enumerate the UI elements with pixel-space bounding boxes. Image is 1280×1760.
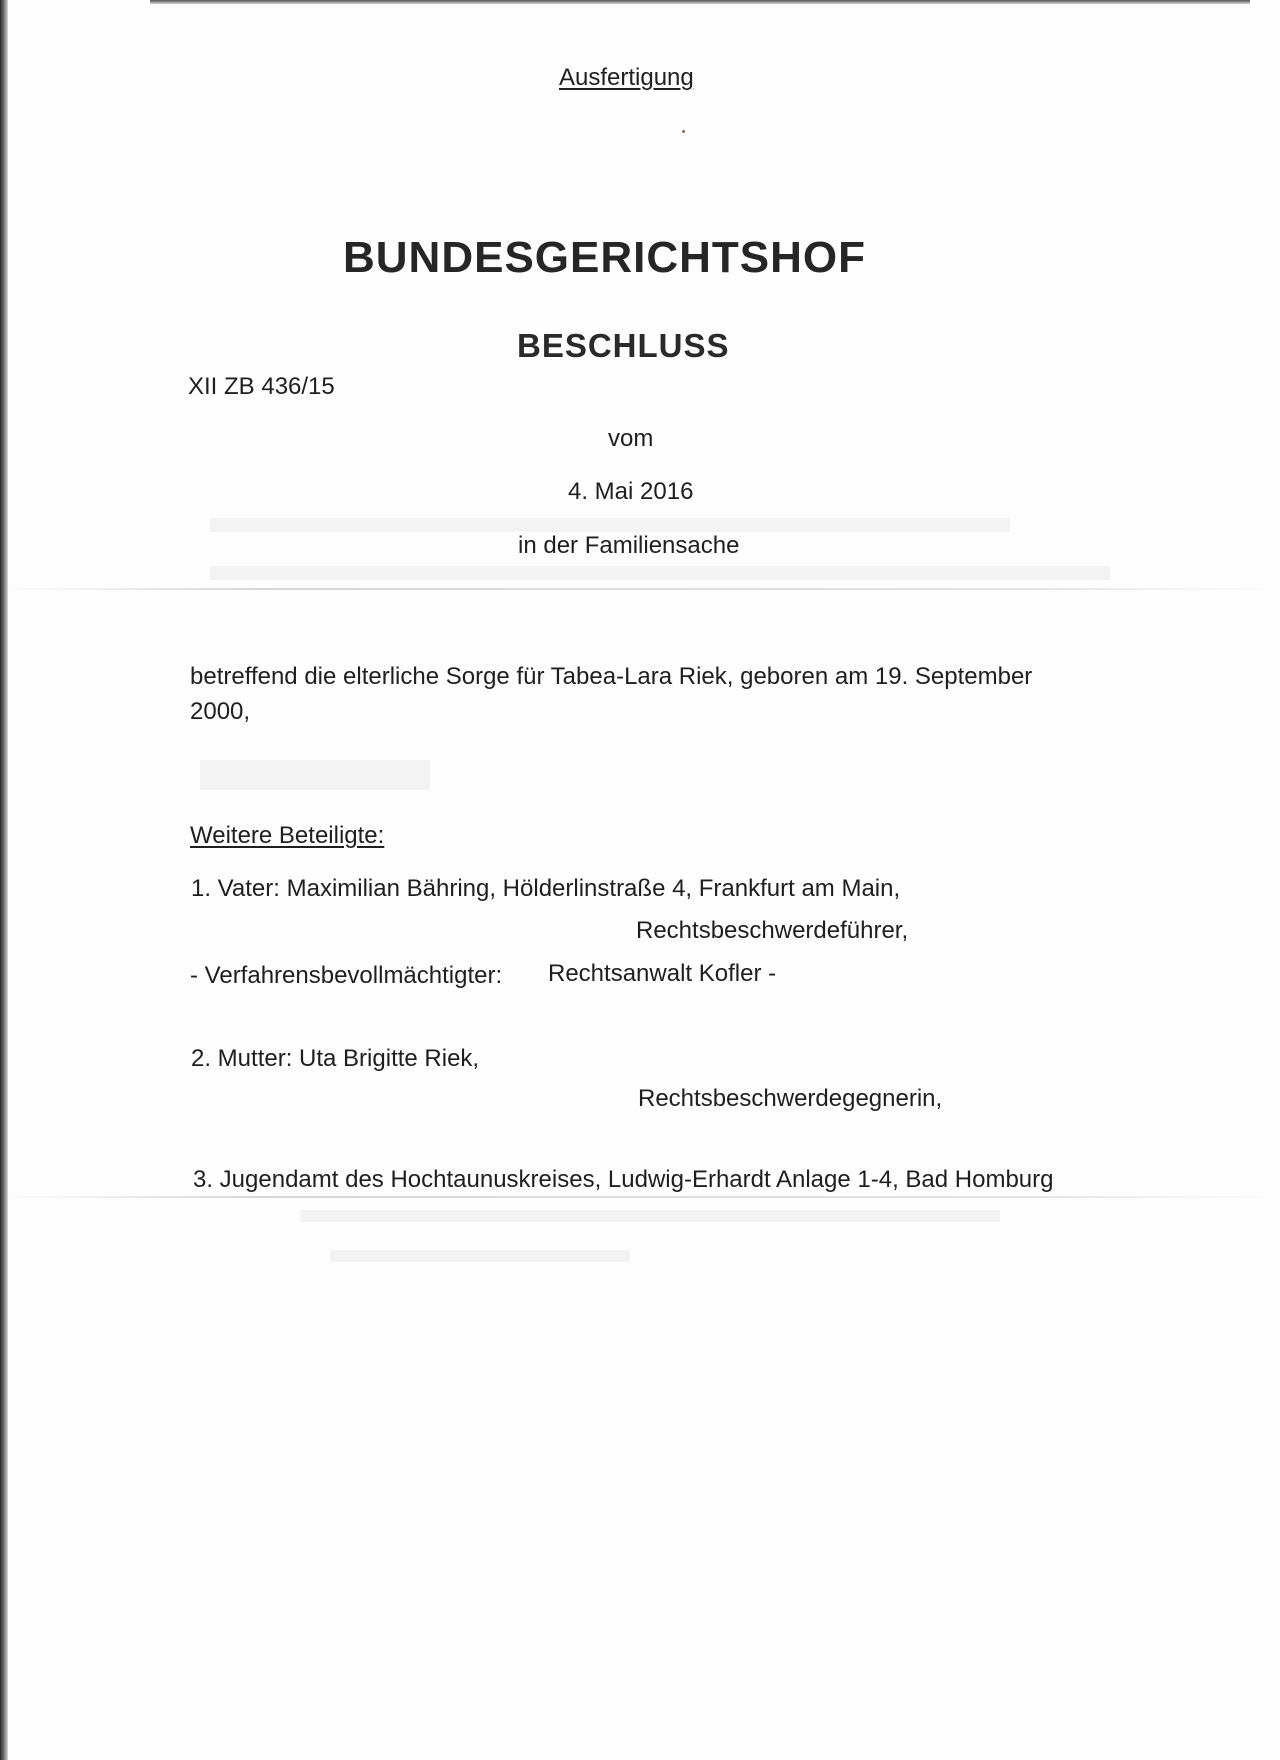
show-through bbox=[300, 1210, 1000, 1222]
party-line: 3. Jugendamt des Hochtaunuskreises, Ludwig-Erhardt Anlage 1-4, Bad Homburg bbox=[193, 1166, 1054, 1193]
show-through bbox=[200, 760, 430, 790]
representative-label: - Verfahrensbevollmächtigter: bbox=[190, 962, 503, 989]
case-number: XII ZB 436/15 bbox=[188, 373, 335, 400]
scanner-edge-top bbox=[150, 0, 1250, 4]
show-through bbox=[210, 518, 1010, 532]
parties-heading: Weitere Beteiligte: bbox=[190, 822, 385, 849]
date-prefix: vom bbox=[608, 425, 654, 452]
show-through bbox=[210, 566, 1110, 580]
party-line: 1. Vater: Maximilian Bähring, Hölderlinstraße 4, Frankfurt am Main, bbox=[191, 875, 901, 902]
court-name: BUNDESGERICHTSHOF bbox=[343, 233, 867, 282]
decision-date: 4. Mai 2016 bbox=[568, 478, 694, 505]
subject-line: betreffend die elterliche Sorge für Tabea-Lara Riek, geboren am 19. September bbox=[190, 663, 1033, 690]
fold-line bbox=[0, 588, 1280, 590]
representative-name: Rechtsanwalt Kofler - bbox=[548, 960, 777, 987]
scanner-edge bbox=[0, 0, 8, 1760]
subject-line: 2000, bbox=[190, 698, 251, 725]
party-line: 2. Mutter: Uta Brigitte Riek, bbox=[191, 1045, 480, 1072]
fold-line bbox=[0, 1196, 1280, 1198]
matter-line: in der Familiensache bbox=[518, 532, 740, 559]
decision-type: BESCHLUSS bbox=[517, 327, 730, 364]
speck bbox=[682, 130, 685, 133]
party-role: Rechtsbeschwerdegegnerin, bbox=[638, 1085, 943, 1112]
show-through bbox=[330, 1250, 630, 1262]
copy-label: Ausfertigung bbox=[559, 64, 694, 91]
party-role: Rechtsbeschwerdeführer, bbox=[636, 917, 909, 944]
